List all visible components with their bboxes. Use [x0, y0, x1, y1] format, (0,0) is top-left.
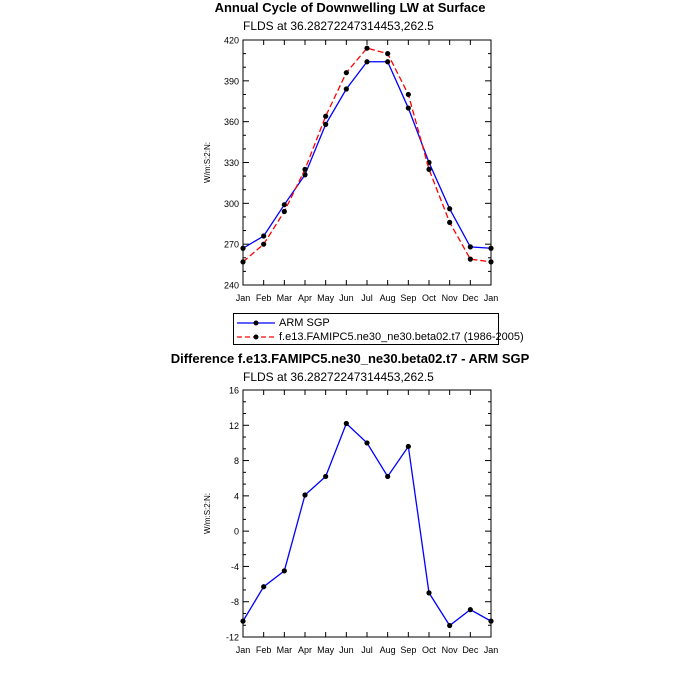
x-tick-label: Jan: [483, 645, 499, 655]
data-point-0: [261, 233, 266, 238]
data-point-0: [344, 421, 349, 426]
data-point-0: [240, 619, 245, 624]
x-tick-label: Nov: [441, 645, 458, 655]
y-tick-label: 300: [223, 198, 239, 209]
series-line-0: [243, 424, 491, 626]
x-tick-label: Jul: [361, 645, 373, 655]
x-tick-label: Jan: [235, 645, 251, 655]
x-tick-label: Sep: [400, 645, 417, 655]
data-point-0: [282, 202, 287, 207]
data-point-0: [406, 444, 411, 449]
y-tick-label: 16: [228, 385, 239, 396]
data-point-0: [261, 584, 266, 589]
x-tick-label: Aug: [379, 293, 396, 303]
y-tick-label: 330: [223, 158, 239, 168]
x-tick-label: Dec: [462, 645, 479, 655]
data-point-1: [364, 46, 369, 51]
x-tick-label: Oct: [421, 645, 437, 655]
y-tick-label: 12: [228, 420, 239, 431]
data-point-0: [240, 246, 245, 251]
x-tick-label: Feb: [255, 293, 272, 303]
x-tick-label: Feb: [255, 645, 272, 655]
y-tick-label: 4: [233, 491, 239, 502]
data-point-1: [447, 220, 452, 225]
x-tick-label: Jan: [483, 293, 499, 303]
data-point-0: [323, 474, 328, 479]
y-tick-label: 390: [223, 76, 239, 87]
chart-title-bottom: Difference f.e13.FAMIPC5.ne30_ne30.beta02.t7 - ARM SGP: [170, 351, 530, 366]
x-tick-label: Jun: [339, 293, 354, 303]
data-point-1: [344, 70, 349, 75]
x-tick-label: Dec: [462, 293, 479, 303]
data-point-0: [468, 607, 473, 612]
x-tick-label: Oct: [421, 293, 437, 303]
data-point-0: [385, 474, 390, 479]
y-tick-label: 270: [223, 239, 239, 250]
x-tick-label: Jan: [235, 293, 251, 303]
legend-label-arm: ARM SGP: [279, 317, 330, 329]
x-tick-label: Aug: [379, 645, 396, 655]
data-point-0: [488, 619, 493, 624]
y-tick-label: 240: [223, 280, 239, 291]
data-point-1: [488, 259, 493, 264]
data-point-1: [468, 257, 473, 262]
data-point-0: [447, 206, 452, 211]
legend-line-model: [234, 330, 279, 344]
x-tick-label: May: [317, 293, 335, 303]
data-point-1: [282, 209, 287, 214]
chart-subtitle-bottom: FLDS at 36.28272247314453,262.5: [243, 370, 434, 384]
legend-entry-model: [234, 330, 524, 344]
data-point-0: [406, 105, 411, 110]
data-point-0: [468, 244, 473, 249]
x-tick-label: Mar: [276, 645, 293, 655]
data-point-1: [323, 114, 328, 119]
x-tick-label: Apr: [297, 293, 313, 303]
plot-frame-0: [243, 40, 491, 285]
data-point-0: [426, 590, 431, 595]
annual-cycle-chart: [0, 0, 700, 310]
y-tick-label: 8: [233, 456, 239, 467]
legend-line-arm: [234, 316, 279, 330]
y-axis-label: W/m:S:2:N:: [203, 142, 212, 183]
x-tick-label: Mar: [276, 293, 293, 303]
legend-label-model: f.e13.FAMIPC5.ne30_ne30.beta02.t7 (1986-2005): [279, 331, 524, 343]
data-point-0: [385, 59, 390, 64]
y-tick-label: 420: [223, 35, 239, 46]
data-point-1: [261, 242, 266, 247]
x-tick-label: Nov: [441, 293, 458, 303]
x-tick-label: Sep: [400, 293, 417, 303]
data-point-1: [406, 92, 411, 97]
y-tick-label: 360: [223, 117, 239, 128]
chart-subtitle-top: FLDS at 36.28272247314453,262.5: [243, 19, 434, 33]
y-tick-label: -4: [230, 561, 239, 572]
series-line-0: [243, 62, 491, 248]
data-point-1: [385, 51, 390, 56]
x-tick-label: May: [317, 645, 335, 655]
x-tick-label: Jun: [339, 645, 354, 655]
data-point-0: [447, 623, 452, 628]
data-point-1: [426, 167, 431, 172]
y-tick-label: 0: [233, 526, 239, 537]
plot-frame-1: [243, 390, 491, 637]
data-point-1: [240, 259, 245, 264]
legend-entry-arm: [234, 316, 498, 330]
y-tick-label: -8: [230, 597, 239, 608]
x-tick-label: Jul: [361, 293, 373, 303]
data-point-1: [302, 167, 307, 172]
series-line-1: [243, 48, 491, 262]
x-tick-label: Apr: [297, 645, 313, 655]
data-point-0: [364, 59, 369, 64]
data-point-0: [282, 568, 287, 573]
data-point-0: [302, 492, 307, 497]
data-point-0: [364, 440, 369, 445]
chart-title-top: Annual Cycle of Downwelling LW at Surface: [214, 0, 486, 15]
y-axis-label: W/m:S:2:N:: [203, 493, 212, 534]
y-tick-label: -12: [225, 632, 239, 643]
data-point-0: [488, 246, 493, 251]
data-point-0: [344, 86, 349, 91]
legend: [233, 313, 524, 345]
